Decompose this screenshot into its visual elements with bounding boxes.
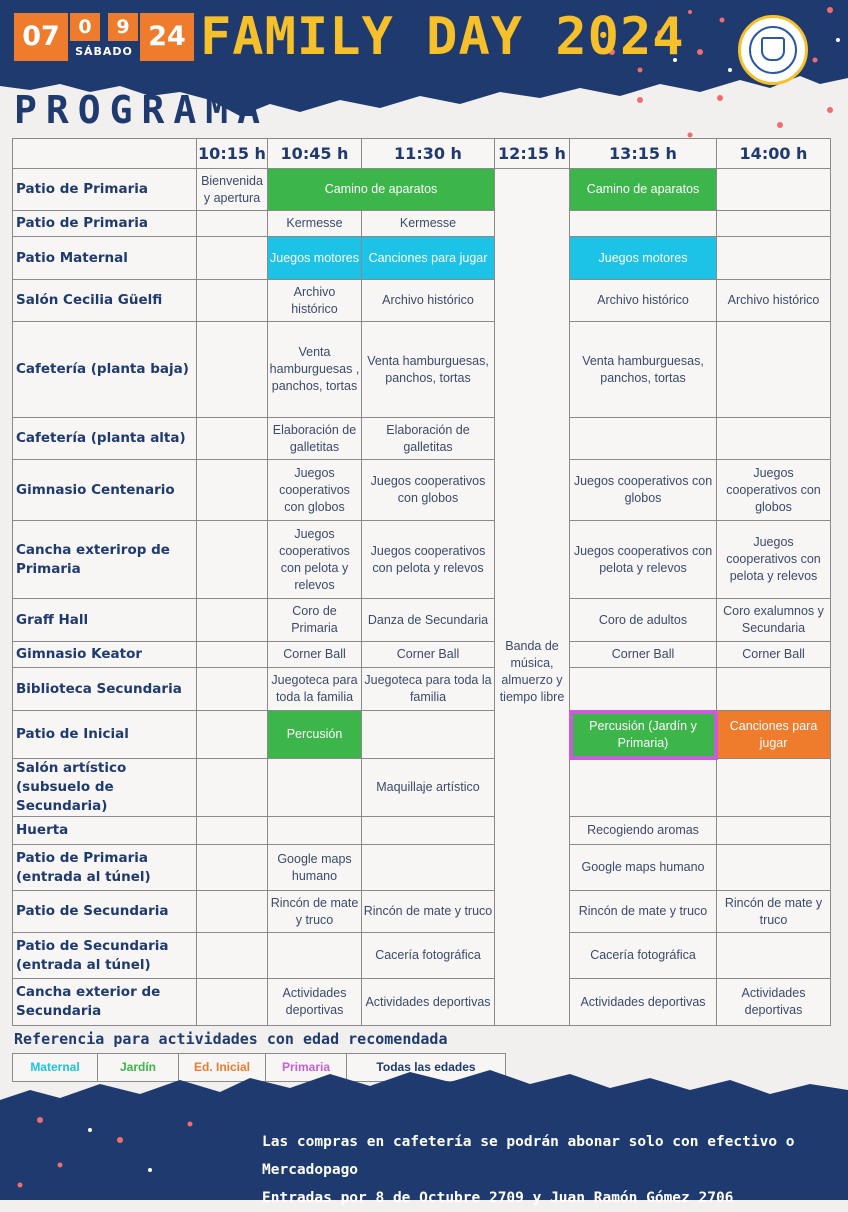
- activity-cell: Juegos motores: [268, 237, 362, 280]
- table-row: [13, 237, 831, 280]
- activity-cell: Canciones para jugar: [362, 237, 495, 280]
- activity-cell: [197, 891, 268, 933]
- table-row: [13, 322, 831, 418]
- location-cell: Patio Maternal: [13, 237, 197, 280]
- activity-cell-highlighted: Percusión (Jardín y Primaria): [570, 711, 717, 759]
- activity-cell: Juegos cooperativos con globos: [717, 460, 831, 521]
- location-cell: Salón artístico (subsuelo de Secundaria): [13, 759, 197, 817]
- school-logo: [738, 15, 808, 85]
- activity-cell: Actividades deportivas: [362, 979, 495, 1026]
- activity-cell: [197, 933, 268, 979]
- activity-cell: Venta hamburguesas, panchos, tortas: [362, 322, 495, 418]
- activity-cell: Juegos cooperativos con pelota y relevos: [570, 521, 717, 599]
- activity-cell: [362, 817, 495, 845]
- activity-cell: [717, 322, 831, 418]
- activity-cell: Corner Ball: [570, 642, 717, 668]
- activity-cell: Actividades deportivas: [268, 979, 362, 1026]
- activity-cell: [717, 418, 831, 460]
- activity-cell: [197, 280, 268, 322]
- activity-cell: [197, 322, 268, 418]
- legend-todas-las-edades: Todas las edades: [376, 1060, 476, 1074]
- activity-cell: [717, 668, 831, 711]
- activity-cell: [570, 418, 717, 460]
- table-row: [13, 599, 831, 642]
- legend-primaria: Primaria: [266, 1054, 347, 1081]
- page-title: FAMILY DAY 2024: [200, 7, 685, 67]
- date-day: 07: [14, 13, 68, 61]
- activity-cell: Archivo histórico: [268, 280, 362, 322]
- activity-cell: Cacería fotográfica: [570, 933, 717, 979]
- activity-cell: Danza de Secundaria: [362, 599, 495, 642]
- activity-cell: [570, 211, 717, 237]
- activity-cell: Juegoteca para toda la familia: [268, 668, 362, 711]
- activity-cell: [197, 642, 268, 668]
- location-cell: Patio de Primaria: [13, 169, 197, 211]
- activity-cell: Venta hamburguesas , panchos, tortas: [268, 322, 362, 418]
- activity-cell: Juegos cooperativos con globos: [268, 460, 362, 521]
- activity-cell: [197, 979, 268, 1026]
- activity-cell: [197, 211, 268, 237]
- table-row: [13, 933, 831, 979]
- legend-ed-inicial: Ed. Inicial: [179, 1054, 266, 1081]
- table-row: [13, 979, 831, 1026]
- table-row: [13, 642, 831, 668]
- activity-cell: [717, 933, 831, 979]
- activity-cell: Corner Ball: [268, 642, 362, 668]
- location-cell: Cafetería (planta baja): [13, 322, 197, 418]
- activity-cell: Kermesse: [268, 211, 362, 237]
- activity-cell: Camino de aparatos: [570, 169, 717, 211]
- activity-cell: Juegoteca para toda la familia: [362, 668, 495, 711]
- schedule-table: [12, 138, 831, 1026]
- footer-entrance-note: Entradas por 8 de Octubre 2709 y Juan Ramón Gómez 2706: [262, 1190, 734, 1206]
- day-of-week: SÁBADO: [75, 45, 133, 58]
- reference-title: Referencia para actividades con edad recomendada: [14, 1030, 448, 1048]
- table-row: [13, 418, 831, 460]
- activity-cell: [717, 211, 831, 237]
- location-cell: Patio de Primaria (entrada al túnel): [13, 845, 197, 891]
- table-row: [13, 169, 831, 211]
- activity-cell: Rincón de mate y truco: [717, 891, 831, 933]
- activity-cell: Coro de adultos: [570, 599, 717, 642]
- activity-cell: [268, 933, 362, 979]
- table-row: [13, 460, 831, 521]
- section-title: PROGRAMA: [14, 88, 270, 132]
- activity-cell: Rincón de mate y truco: [268, 891, 362, 933]
- activity-cell: [197, 668, 268, 711]
- location-cell: Cafetería (planta alta): [13, 418, 197, 460]
- activity-cell: Archivo histórico: [570, 280, 717, 322]
- activity-cell: Corner Ball: [362, 642, 495, 668]
- activity-cell: [362, 711, 495, 759]
- activity-cell: Maquillaje artístico: [362, 759, 495, 817]
- activity-cell: Actividades deportivas: [717, 979, 831, 1026]
- time-header: 10:45 h: [268, 139, 362, 169]
- activity-cell: [197, 521, 268, 599]
- activity-cell: Recogiendo aromas: [570, 817, 717, 845]
- table-row: [13, 817, 831, 845]
- location-cell: Gimnasio Centenario: [13, 460, 197, 521]
- activity-cell: [197, 460, 268, 521]
- activity-cell: Google maps humano: [570, 845, 717, 891]
- activity-cell: [197, 418, 268, 460]
- activity-cell: [197, 599, 268, 642]
- legend-jardin: Jardín: [98, 1054, 179, 1081]
- date-year: 24: [140, 13, 194, 61]
- activity-cell: Google maps humano: [268, 845, 362, 891]
- table-row: [13, 845, 831, 891]
- activity-cell: Rincón de mate y truco: [570, 891, 717, 933]
- location-cell: Salón Cecilia Güelfi: [13, 280, 197, 322]
- activity-cell: Juegos cooperativos con pelota y relevos: [362, 521, 495, 599]
- table-row: [13, 211, 831, 237]
- activity-cell: [717, 845, 831, 891]
- activity-cell: Cacería fotográfica: [362, 933, 495, 979]
- activity-cell: Juegos cooperativos con pelota y relevos: [268, 521, 362, 599]
- activity-cell: [362, 845, 495, 891]
- footer-notes: [262, 1128, 848, 1212]
- activity-cell: Coro de Primaria: [268, 599, 362, 642]
- location-cell: Huerta: [13, 817, 197, 845]
- activity-cell: Juegos cooperativos con pelota y relevos: [717, 521, 831, 599]
- activity-cell: Archivo histórico: [717, 280, 831, 322]
- table-row: [13, 521, 831, 599]
- activity-cell: Archivo histórico: [362, 280, 495, 322]
- activity-cell: Percusión: [268, 711, 362, 759]
- activity-cell: [197, 237, 268, 280]
- time-header: 12:15 h: [495, 139, 570, 169]
- lunch-block-cell: Banda de música, almuerzo y tiempo libre: [495, 169, 570, 1026]
- activity-cell: Canciones para jugar: [717, 711, 831, 759]
- header-empty: [13, 139, 197, 169]
- table-row: [13, 668, 831, 711]
- date-month-first: 0: [70, 13, 100, 41]
- activity-cell: Juegos cooperativos con globos: [570, 460, 717, 521]
- table-row: [13, 280, 831, 322]
- shield-icon: [761, 37, 785, 61]
- activity-cell: Coro exalumnos y Secundaria: [717, 599, 831, 642]
- location-cell: Biblioteca Secundaria: [13, 668, 197, 711]
- time-header: 10:15 h: [197, 139, 268, 169]
- location-cell: Cancha exterirор de Primaria: [13, 521, 197, 599]
- activity-cell: Rincón de mate y truco: [362, 891, 495, 933]
- activity-cell: [197, 845, 268, 891]
- activity-cell: Juegos motores: [570, 237, 717, 280]
- activity-cell: [717, 759, 831, 817]
- footer-payment-note: Las compras en cafetería se podrán abonar solo con efectivo o Mercadopago: [262, 1134, 795, 1178]
- activity-cell: [197, 817, 268, 845]
- legend-maternal: Maternal: [13, 1054, 98, 1081]
- activity-cell: [268, 817, 362, 845]
- time-header: 11:30 h: [362, 139, 495, 169]
- activity-cell: Corner Ball: [717, 642, 831, 668]
- date-month-second: 9: [108, 13, 138, 41]
- activity-cell: Elaboración de galletitas: [268, 418, 362, 460]
- table-header-row: [13, 139, 831, 169]
- time-header: 13:15 h: [570, 139, 717, 169]
- activity-cell: [717, 237, 831, 280]
- activity-cell: Bienvenida y apertura: [197, 169, 268, 211]
- activity-cell: [197, 711, 268, 759]
- location-cell: Patio de Inicial: [13, 711, 197, 759]
- activity-cell: Actividades deportivas: [570, 979, 717, 1026]
- time-header: 14:00 h: [717, 139, 831, 169]
- activity-cell: Venta hamburguesas, panchos, tortas: [570, 322, 717, 418]
- date-month-block: [70, 13, 138, 61]
- location-cell: Graff Hall: [13, 599, 197, 642]
- activity-cell: [197, 759, 268, 817]
- activity-cell: [570, 668, 717, 711]
- table-row: [13, 711, 831, 759]
- table-row: [13, 759, 831, 817]
- activity-cell: [717, 169, 831, 211]
- location-cell: Patio de Secundaria: [13, 891, 197, 933]
- activity-cell: [717, 817, 831, 845]
- activity-cell: Camino de aparatos: [268, 169, 495, 211]
- activity-cell: Juegos cooperativos con globos: [362, 460, 495, 521]
- activity-cell: [268, 759, 362, 817]
- table-row: [13, 891, 831, 933]
- location-cell: Cancha exterior de Secundaria: [13, 979, 197, 1026]
- activity-cell: Elaboración de galletitas: [362, 418, 495, 460]
- activity-cell: [570, 759, 717, 817]
- location-cell: Gimnasio Keator: [13, 642, 197, 668]
- location-cell: Patio de Secundaria (entrada al túnel): [13, 933, 197, 979]
- activity-cell: Kermesse: [362, 211, 495, 237]
- location-cell: Patio de Primaria: [13, 211, 197, 237]
